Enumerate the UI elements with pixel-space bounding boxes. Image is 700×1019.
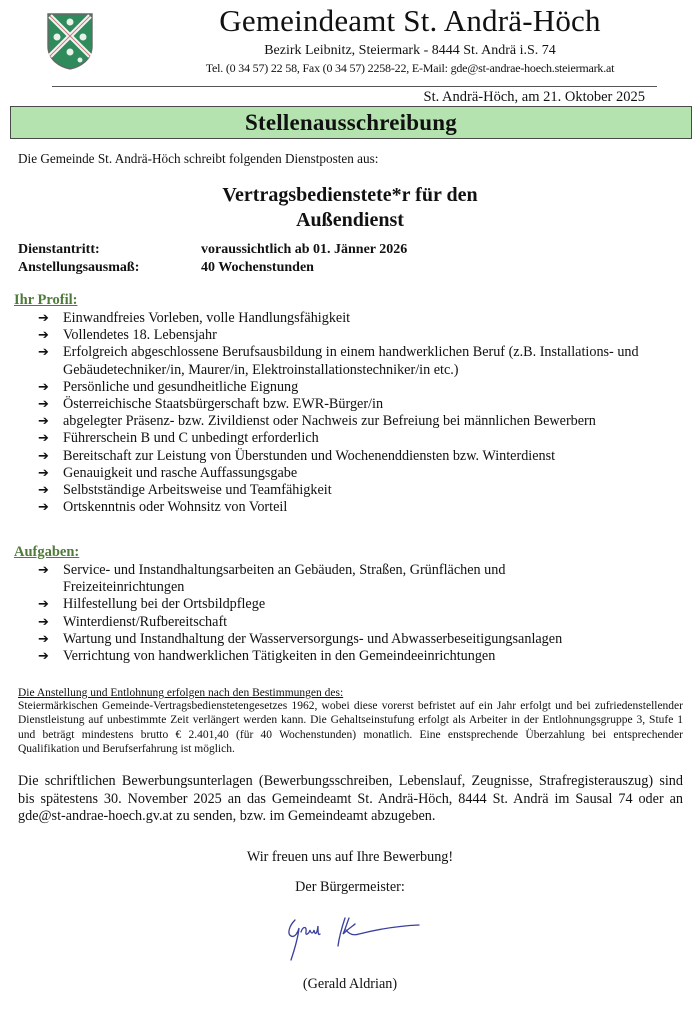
list-item: ➔ Selbstständige Arbeitsweise und Teamfähigkeit [38, 482, 332, 499]
arrow-right-icon: ➔ [38, 345, 49, 361]
signature-image [283, 912, 423, 972]
meta-hours [18, 259, 314, 276]
list-item: ➔ Wartung und Instandhaltung der Wasserversorgungs- und Abwasserbeseitigungsanlagen [38, 630, 563, 647]
tasks-heading: Aufgaben: [14, 544, 80, 560]
list-item: ➔ abgelegter Präsenz- bzw. Zivildienst oder Nachweis zur Befreiung bei männlichen Bewerbern [38, 413, 596, 430]
list-item: ➔ Vollendetes 18. Lebensjahr [38, 327, 217, 344]
arrow-right-icon: ➔ [38, 614, 49, 630]
arrow-right-icon: ➔ [38, 328, 49, 344]
list-item: ➔ Ortskenntnis oder Wohnsitz von Vorteil [38, 499, 288, 516]
header-divider [52, 86, 657, 87]
meta-start-date [18, 241, 407, 258]
profile-heading: Ihr Profil: [14, 292, 78, 308]
coat-of-arms-icon [46, 12, 94, 70]
office-address: Bezirk Leibnitz, Steiermark - 8444 St. Andrä i.S. 74 [264, 43, 556, 58]
list-item: ➔ Österreichische Staatsbürgerschaft bzw. EWR-Bürger/in [38, 396, 384, 413]
arrow-right-icon: ➔ [38, 483, 49, 499]
list-item: ➔ Führerschein B und C unbedingt erforderlich [38, 430, 319, 447]
list-item: ➔ Verrichtung von handwerklichen Tätigkeiten in den Gemeindeeinrichtungen [38, 648, 496, 665]
terms-body: Steiermärkischen Gemeinde-Vertragsbedienstetengesetzes 1962, wobei diese vorerst befristet auf ein Jahr erfolgt und bei zufriedenstellender Dienstleistung auf unbestimmte Zeit verlängert werden kann. Die Gehaltseinstufung erfolgt als Arbeiter in der Entlohnungsgruppe 3, Stufe 1 und beträgt mindestens brutto € 2.401,40 (für 40 Wochenstunden) monatlich. Eine enstsprechende Überzahlung bei entsprechender Qualifikation und Berufserfahrung ist möglich. [18, 700, 683, 756]
list-item: ➔ Hilfestellung bei der Ortsbildpflege [38, 596, 266, 613]
list-item: ➔ Erfolgreich abgeschlossene Berufsausbildung in einem handwerklichen Beruf (z.B. Installations- und Gebäudetechniker/in, Maurer/in, Elektroinstallationstechniker/in etc.) [38, 344, 639, 378]
arrow-right-icon: ➔ [38, 631, 49, 647]
meta-value: 40 Wochenstunden [201, 260, 314, 275]
arrow-right-icon: ➔ [38, 379, 49, 395]
banner-title: Stellenausschreibung [245, 109, 457, 135]
title-banner [10, 106, 692, 139]
terms-heading: Die Anstellung und Entlohnung erfolgen nach den Bestimmungen des: [18, 687, 344, 699]
arrow-right-icon: ➔ [38, 448, 49, 464]
position-title-line1: Vertragsbedienstete*r für den [222, 184, 478, 206]
arrow-right-icon: ➔ [38, 465, 49, 481]
tasks-list [38, 562, 688, 665]
position-title-line2: Außendienst [296, 209, 404, 231]
office-title: Gemeindeamt St. Andrä-Höch [219, 3, 601, 38]
intro-text: Die Gemeinde St. Andrä-Höch schreibt folgenden Dienstposten aus: [18, 151, 379, 166]
arrow-right-icon: ➔ [38, 414, 49, 430]
list-item: ➔ Persönliche und gesundheitliche Eignung [38, 378, 299, 395]
profile-list [38, 310, 688, 516]
application-email-link[interactable]: gde@st-andrae-hoech.gv.at [18, 808, 173, 824]
list-item: ➔ Einwandfreies Vorleben, volle Handlungsfähigkeit [38, 310, 351, 326]
signer-name: (Gerald Aldrian) [302, 976, 398, 992]
list-item: ➔ Winterdienst/Rufbereitschaft [38, 613, 228, 630]
arrow-right-icon: ➔ [38, 597, 49, 613]
arrow-right-icon: ➔ [38, 397, 49, 413]
meta-label: Anstellungsausmaß: [18, 260, 140, 275]
list-item: ➔ Bereitschaft zur Leistung von Überstunden und Wochenenddiensten bzw. Winterdienst [38, 447, 556, 464]
list-item: ➔ Genauigkeit und rasche Auffassungsgabe [38, 464, 298, 481]
arrow-right-icon: ➔ [38, 649, 49, 665]
arrow-right-icon: ➔ [38, 500, 49, 516]
application-text: Die schriftlichen Bewerbungsunterlagen (Bewerbungsschreiben, Lebenslauf, Zeugnisse, Strafregisterauszug) sind bis spätestens 30. November 2025 an das Gemeindeamt St. Andrä-Höch, 8444 St. Andrä im Sausal 74 oder an gde@st-andrae-hoech.gv.at zu senden, bzw. im Gemeindeamt abzugeben. [18, 773, 683, 824]
list-item: ➔ Service- und Instandhaltungsarbeiten an Gebäuden, Straßen, Grünflächen und Freizeiteinrichtungen [38, 562, 506, 596]
office-contact: Tel. (0 34 57) 22 58, Fax (0 34 57) 2258-22, E-Mail: gde@st-andrae-hoech.steiermark.at [205, 61, 615, 75]
position-title [0, 183, 700, 233]
arrow-right-icon: ➔ [38, 431, 49, 447]
arrow-right-icon: ➔ [38, 311, 49, 326]
signer-role: Der Bürgermeister: [295, 879, 405, 895]
arrow-right-icon: ➔ [38, 563, 49, 578]
document-date: St. Andrä-Höch, am 21. Oktober 2025 [423, 89, 645, 105]
meta-value: voraussichtlich ab 01. Jänner 2026 [201, 242, 408, 257]
meta-label: Dienstantritt: [18, 242, 100, 257]
closing-text: Wir freuen uns auf Ihre Bewerbung! [246, 849, 454, 865]
